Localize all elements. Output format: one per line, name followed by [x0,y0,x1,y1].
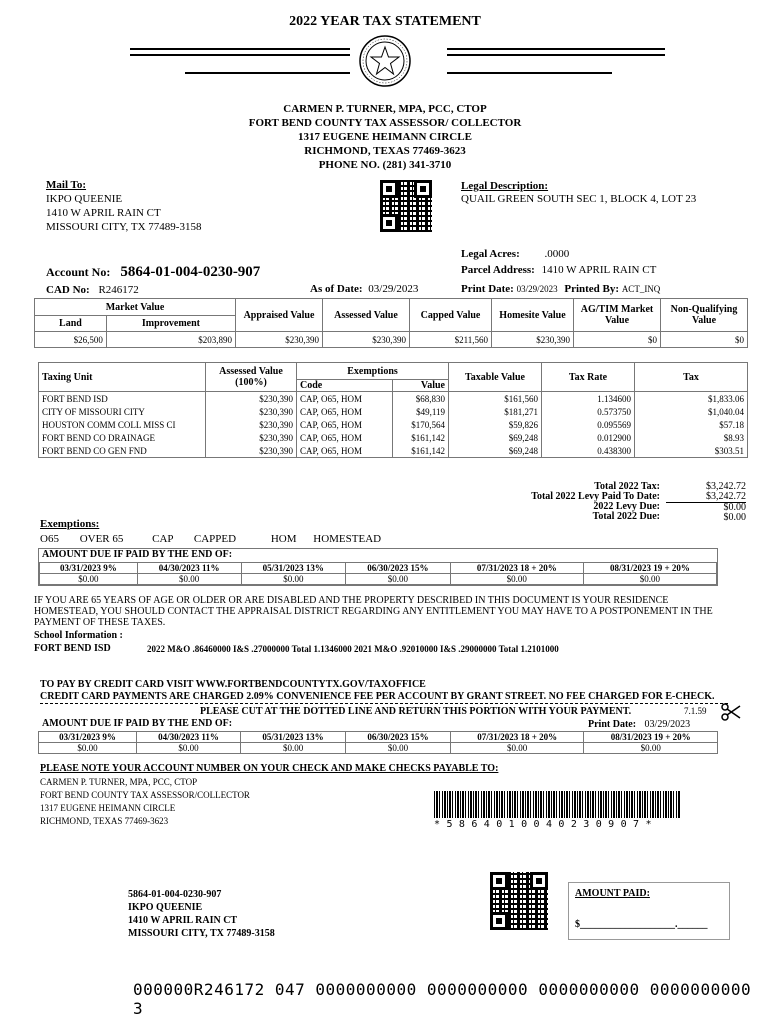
taxing-row [39,444,748,458]
due-date-cell: 03/31/2023 9% [40,563,138,574]
due-amount-cell: $0.00 [241,743,346,754]
exemption-value-cell: $161,142 [392,444,448,458]
exemption-value-cell: $170,564 [392,418,448,431]
statement-title: 2022 YEAR TAX STATEMENT [289,14,481,29]
total-label: Total 2022 Levy Paid To Date: [531,491,660,502]
taxable-header: Taxable Value [449,363,542,392]
due-date-cell: 03/31/2023 9% [39,732,137,743]
values-table [34,298,748,348]
exemption-code: CAP [152,533,174,545]
stub-print-date [588,719,690,730]
assessed-value-cell: $230,390 [206,405,297,418]
due-date-cell: 04/30/2023 11% [137,563,241,574]
remit-street: 1410 W APRIL RAIN CT [128,915,238,926]
cut-instruction: PLEASE CUT AT THE DOTTED LINE AND RETURN THIS PORTION WITH YOUR PAYMENT. [200,706,632,717]
account-value: 5864-01-004-0230-907 [120,264,261,280]
tax-rate-cell: 1.134600 [542,392,635,406]
as-of-value: 03/29/2023 [368,283,419,295]
due-date-cell: 06/30/2023 15% [346,732,451,743]
as-of-label: As of Date: [310,283,363,295]
amount-due-grid [39,562,717,585]
assessed-value: $230,390 [323,332,410,348]
check-payable-note: PLEASE NOTE YOUR ACCOUNT NUMBER ON YOUR CHECK AND MAKE CHECKS PAYABLE TO: [40,763,499,774]
payee-line: CARMEN P. TURNER, MPA, PCC, CTOP [40,777,198,787]
taxing-row [39,431,748,444]
office-line: FORT BEND COUNTY TAX ASSESSOR/ COLLECTOR [248,117,522,129]
mail-to-block [46,178,201,234]
taxing-row [39,418,748,431]
exemption-desc: OVER 65 [79,533,124,545]
due-date-cell: 05/31/2023 13% [241,732,346,743]
taxable-value-cell: $161,560 [449,392,542,406]
homesite-value: $230,390 [492,332,574,348]
taxing-unit-name: FORT BEND ISD [39,392,206,406]
tax-rate-cell: 0.012900 [542,431,635,444]
amount-paid-box[interactable] [568,882,730,940]
stub-print-date-label: Print Date: [588,719,637,730]
legal-desc-value: QUAIL GREEN SOUTH SEC 1, BLOCK 4, LOT 23 [461,193,697,205]
total-label: Total 2022 Due: [592,511,660,522]
legal-acres-label: Legal Acres: [461,248,520,260]
header-rule [447,48,665,50]
office-phone: PHONE NO. (281) 341-3710 [318,159,452,171]
exemption-value-cell: $49,119 [392,405,448,418]
legal-acres [461,248,569,260]
office-line: CARMEN P. TURNER, MPA, PCC, CTOP [283,103,487,115]
printed-by-value: ACT_INQ [621,284,661,294]
mail-to-city: MISSOURI CITY, TX 77489-3158 [46,221,202,233]
tax-header: Tax [635,363,748,392]
assessed-header: Assessed Value [323,299,410,332]
nonq-value: $0 [661,332,748,348]
print-info [461,283,660,295]
homesite-header: Homesite Value [492,299,574,332]
credit-card-fee: CREDIT CARD PAYMENTS ARE CHARGED 2.09% CONVENIENCE FEE PER ACCOUNT BY GRANT STREET. NO FEE CHARGED FOR E-CHECK. [40,691,715,702]
payee-line: RICHMOND, TEXAS 77469-3623 [40,816,169,826]
totals-labels [440,482,660,522]
school-name: FORT BEND ISD [34,643,111,654]
due-amount-cell: $0.00 [39,743,137,754]
total-value: $0.00 [723,502,746,513]
scissors-icon [720,703,742,721]
exemption-code-cell: CAP, O65, HOM [297,405,393,418]
taxing-row [39,392,748,406]
as-of-date [310,283,418,295]
legal-acres-value: .0000 [544,248,570,260]
improvement-value: $203,890 [106,332,235,348]
parcel-address-value: 1410 W APRIL RAIN CT [541,264,657,276]
exemption-code-cell: CAP, O65, HOM [297,431,393,444]
office-line: RICHMOND, TEXAS 77469-3623 [304,145,466,157]
exemption-code-cell: CAP, O65, HOM [297,392,393,406]
printed-by-label: Printed By: [564,283,620,295]
assessed-value-cell: $230,390 [206,431,297,444]
tax-rate-cell: 0.438300 [542,444,635,458]
taxing-table [38,362,748,458]
due-amount-cell: $0.00 [241,574,346,585]
land-value: $26,500 [35,332,107,348]
due-date-cell: 06/30/2023 15% [346,563,451,574]
legal-description [461,180,696,206]
header-rule [130,48,350,50]
totals-values [666,482,746,523]
improvement-header: Improvement [106,316,235,332]
cad-label: CAD No: [46,284,90,296]
value-header: Value [392,380,448,392]
exemption-code-cell: CAP, O65, HOM [297,444,393,458]
tax-amount-cell: $1,040.04 [635,405,748,418]
qr-code-icon [490,872,548,930]
assessed-100-header: Assessed Value (100%) [206,363,297,392]
agtim-value: $0 [574,332,661,348]
legal-desc-label: Legal Description: [461,180,549,192]
total-label: 2022 Levy Due: [593,501,660,512]
total-value: $3,242.72 [666,492,746,503]
header-rule [447,72,612,74]
parcel-address-label: Parcel Address: [461,264,535,276]
taxing-unit-name: FORT BEND CO GEN FND [39,444,206,458]
mail-to-street: 1410 W APRIL RAIN CT [46,207,161,219]
exemption-value-cell: $161,142 [392,431,448,444]
exemption-code-cell: CAP, O65, HOM [297,418,393,431]
due-date-cell: 05/31/2023 13% [241,563,346,574]
due-amount-cell: $0.00 [137,574,241,585]
amount-due-label: AMOUNT DUE IF PAID BY THE END OF: [42,549,233,560]
market-value-header: Market Value [35,299,236,316]
taxing-unit-header: Taxing Unit [39,363,206,392]
amount-paid-label: AMOUNT PAID: [575,888,650,899]
remit-name: IKPO QUEENIE [128,902,203,913]
tax-rate-cell: 0.573750 [542,405,635,418]
credit-card-info [40,679,715,703]
due-amount-cell: $0.00 [346,574,451,585]
due-date-cell: 08/31/2023 19 + 20% [583,563,716,574]
remit-city: MISSOURI CITY, TX 77489-3158 [128,928,275,939]
postponement-notice: IF YOU ARE 65 YEARS OF AGE OR OLDER OR ARE DISABLED AND THE PROPERTY DESCRIBED IN THIS DOCUMENT IS YOUR RESIDENCE HOMESTEAD, YOU SHOULD CONTACT THE APPRAISAL DISTRICT REGARDING ANY ENTITLEMENT YOU MAY HAVE TO A POSTPONEMENT IN THE PAYMENT OF THESE TAXES. [34,595,713,628]
due-amount-cell: $0.00 [346,743,451,754]
form-version: 7.1.59 [684,706,707,716]
exemption-value-cell: $68,830 [392,392,448,406]
account-label: Account No: [46,265,111,279]
tax-amount-cell: $57.18 [635,418,748,431]
due-date-cell: 04/30/2023 11% [136,732,240,743]
tax-amount-cell: $303.51 [635,444,748,458]
taxable-value-cell: $59,826 [449,418,542,431]
taxable-value-cell: $69,248 [449,444,542,458]
remit-account: 5864-01-004-0230-907 [128,889,222,900]
due-amount-cell: $0.00 [450,743,584,754]
cad-value: R246172 [98,284,139,296]
assessed-value-cell: $230,390 [206,392,297,406]
office-address [0,102,770,172]
header-rule [447,54,665,56]
total-value: $3,242.72 [706,481,746,492]
appraised-value: $230,390 [236,332,323,348]
mail-to-name: IKPO QUEENIE [46,193,123,205]
parcel-address [461,264,656,276]
exemption-code: O65 [40,533,59,545]
exemption-code: HOM [270,533,297,545]
nonq-header: Non-Qualifying Value [661,299,748,332]
assessed-value-cell: $230,390 [206,418,297,431]
credit-card-line: TO PAY BY CREDIT CARD VISIT WWW.FORTBENDCOUNTYTX.GOV/TAXOFFICE [40,679,426,690]
due-date-cell: 07/31/2023 18 + 20% [450,563,583,574]
print-date-value: 03/29/2023 [516,284,558,294]
amount-due-grid-stub [38,731,718,754]
office-line: 1317 EUGENE HEIMANN CIRCLE [298,131,472,143]
tax-rate-cell: 0.095569 [542,418,635,431]
payee-address [40,776,250,828]
tax-amount-cell: $8.93 [635,431,748,444]
exemptions-label: Exemptions: [40,518,100,530]
capped-header: Capped Value [410,299,492,332]
due-date-cell: 07/31/2023 18 + 20% [450,732,584,743]
school-info-label: School Information : [34,630,123,641]
due-amount-cell: $0.00 [40,574,138,585]
due-amount-cell: $0.00 [583,574,716,585]
payee-line: 1317 EUGENE HEIMANN CIRCLE [40,803,176,813]
remit-address [128,888,275,940]
print-date-label: Print Date: [461,283,514,295]
rate-header: Tax Rate [542,363,635,392]
capped-value: $211,560 [410,332,492,348]
taxable-value-cell: $69,248 [449,431,542,444]
qr-code-icon [380,180,432,232]
county-seal-icon [358,34,412,88]
barcode-text: * 5 8 6 4 0 1 0 0 4 0 2 3 0 9 0 7 * [434,819,652,830]
taxing-unit-name: HOUSTON COMM COLL MISS CI [39,418,206,431]
cad-number [46,284,139,296]
header-rule [130,54,350,56]
header-rule [185,72,350,74]
cut-line [40,703,728,704]
exemptions-header: Exemptions [297,363,449,380]
stub-print-date-value: 03/29/2023 [644,719,691,730]
mail-to-label: Mail To: [46,179,87,191]
exemption-desc: HOMESTEAD [313,533,382,545]
due-amount-cell: $0.00 [450,574,583,585]
payee-line: FORT BEND COUNTY TAX ASSESSOR/COLLECTOR [40,790,250,800]
taxing-unit-name: FORT BEND CO DRAINAGE [39,431,206,444]
total-value: $0.00 [723,512,746,523]
barcode-icon [434,791,680,818]
assessed-value-cell: $230,390 [206,444,297,458]
amount-due-table [38,548,718,586]
taxing-row [39,405,748,418]
due-date-cell: 08/31/2023 19 + 20% [584,732,718,743]
amount-paid-blank: $___________________.______ [575,919,708,930]
appraised-header: Appraised Value [236,299,323,332]
taxing-unit-name: CITY OF MISSOURI CITY [39,405,206,418]
taxable-value-cell: $181,271 [449,405,542,418]
exemptions-legend [40,533,381,545]
tax-amount-cell: $1,833.06 [635,392,748,406]
total-label: Total 2022 Tax: [594,481,660,492]
code-header: Code [297,380,393,392]
land-header: Land [35,316,107,332]
agtim-header: AG/TIM Market Value [574,299,661,332]
due-amount-cell: $0.00 [136,743,240,754]
ocr-scan-line: 000000R246172 047 0000000000 0000000000 0000000000 0000000000 3 [133,980,752,1018]
amount-due-label-stub: AMOUNT DUE IF PAID BY THE END OF: [42,718,233,729]
exemption-desc: CAPPED [193,533,237,545]
school-rates: 2022 M&O .86460000 I&S .27000000 Total 1.1346000 2021 M&O .92010000 I&S .29000000 Total 1.2101000 [147,644,559,654]
due-amount-cell: $0.00 [584,743,718,754]
account-number [46,263,260,281]
